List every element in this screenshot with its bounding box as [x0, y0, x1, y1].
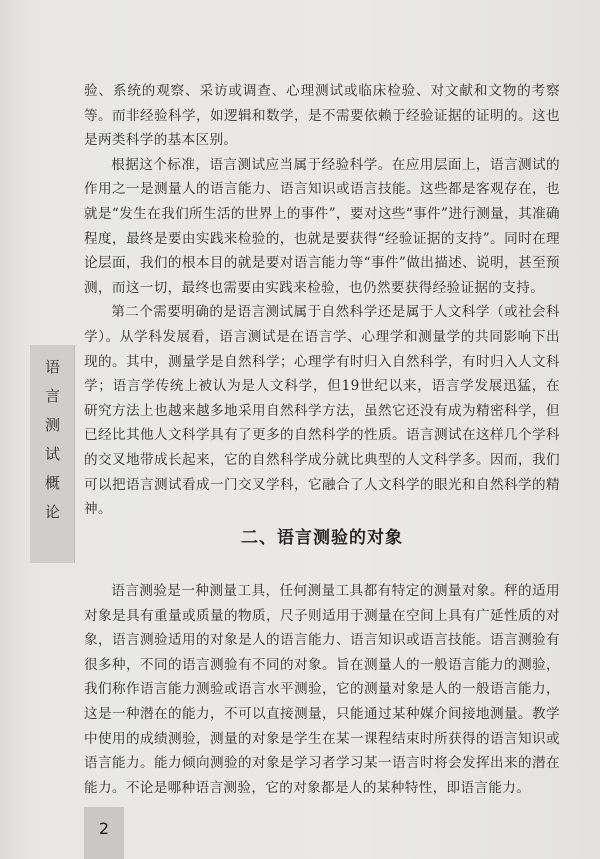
- paragraph: 第二个需要明确的是语言测试属于自然科学还是属于人文科学（或社会科学）。从学科发展看，语言测试是在语言学、心理学和测量学的共同影响下出现的。其中，测量学是自然科学；心理学有时归入自然科学，有时归入人文科学；语言学传统上被认为是人文科学，但19世纪以来，语言学发展迅猛，在研究方法上也越来越多地采用自然科学方法，虽然它还没有成为精密科学，但已经比其他人文科学具有了更多的自然科学的性质。语言测试在这样几个学科的交叉地带成长起来，它的自然科学成分就比典型的人文科学多。因而，我们可以把语言测试看成一门交叉学科，它融合了人文科学的眼光和自然科学的精神。: [84, 304, 560, 518]
- side-tab: [30, 345, 75, 563]
- paragraph: 验、系统的观察、采访或调查、心理测试或临床检验、对文献和文物的考察等。而非经验科学，如逻辑和数学，是不需要依赖于经验证据的证明的。这也是两类科学的基本区别。: [84, 83, 560, 149]
- paragraph: 根据这个标准，语言测试应当属于经验科学。在应用层面上，语言测试的作用之一是测量人的语言能力、语言知识或语言技能。这些都是客观存在，也就是“发生在我们所生活的世界上的事件”，要对这些“事件”进行测量，其准确程度，最终是要由实践来检验的，也就是要获得“经验证据的支持”。同时在理论层面，我们的根本目的就是要对语言能力等“事件”做出描述、说明，甚至预测，而这一切，最终也需要由实践来检验，也仍然要获得经验证据的支持。: [84, 156, 560, 296]
- body-text-upper: [84, 79, 560, 522]
- page-number: 2: [98, 819, 110, 838]
- page-number-box: [84, 807, 124, 859]
- body-text-lower: [84, 579, 560, 800]
- section-heading: 二、语言测验的对象: [241, 528, 403, 548]
- side-tab-title: 语言测试概论: [43, 359, 61, 533]
- paragraph: 语言测验是一种测量工具，任何测量工具都有特定的测量对象。秤的适用对象是具有重量或质量的物质，尺子则适用于测量在空间上具有广延性质的对象，语言测验适用的对象是人的语言能力、语言知识或语言技能。语言测验有很多种，不同的语言测验有不同的对象。旨在测量人的一般语言能力的测验，我们称作语言能力测验或语言水平测验，它的测量对象是人的一般语言能力，这是一种潜在的能力，不可以直接测量，只能通过某种媒介间接地测量。教学中使用的成绩测验，测量的对象是学生在某一课程结束时所获得的语言知识或语言能力。能力倾向测验的对象是学习者学习某一语言时将会发挥出来的潜在能力。不论是哪种语言测验，它的对象都是人的某种特性，即语言能力。: [84, 583, 560, 796]
